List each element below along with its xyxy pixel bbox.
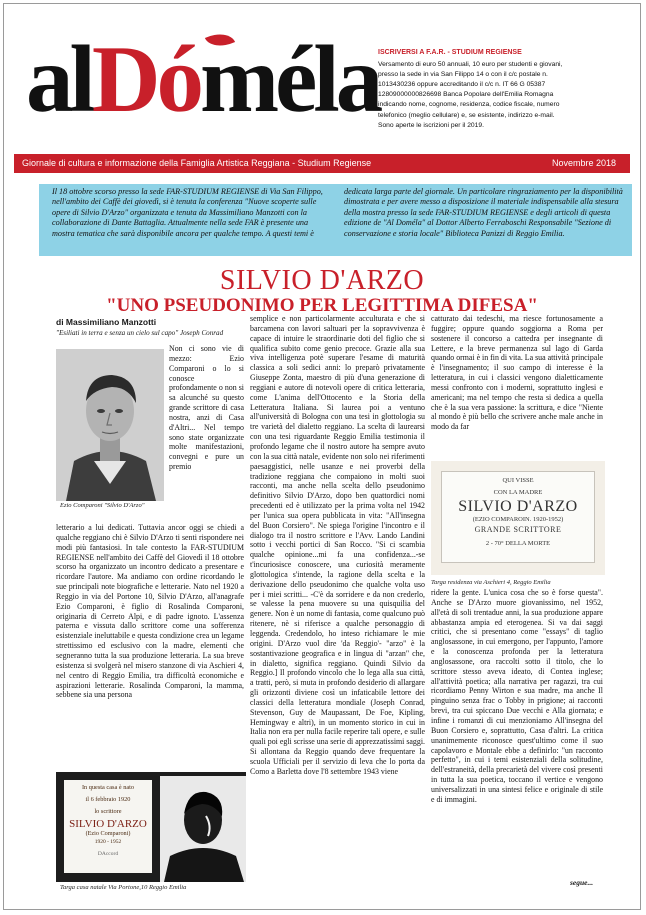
subscription-line: presso la sede in via San Filippo 14 o con il c/c postale n. bbox=[378, 71, 548, 79]
logo-d: D bbox=[91, 26, 157, 132]
plaque-caption: Targa residenza via Aschieri 4, Reggio Emilia bbox=[431, 579, 551, 586]
subscription-line: 1013430236 oppure accreditando il c/c n. IT 66 G 05387 bbox=[378, 81, 546, 89]
byline: di Massimiliano Manzotti bbox=[56, 317, 157, 327]
plate-line: In questa casa è nato bbox=[81, 784, 135, 791]
subscription-line: indicando nome, cognome, residenza, codice fiscale, numero bbox=[378, 101, 560, 109]
article-column-1-top: Non ci sono vie di mezzo: Ezio Comparoni o lo si conosce profondamente o non si sa alcunché su questo grande scrittore di casa nostra, anzi di Casa d'Altri... Nel tempo sono state organizzate molte manifestazioni, convegni e pure un premio bbox=[169, 344, 244, 472]
article-title: SILVIO D'ARZO bbox=[219, 265, 425, 296]
plaque-footer: 2 - 70° DELLA MORTE bbox=[485, 540, 551, 547]
plate-real-name: (Ezio Comparoni) bbox=[85, 830, 131, 837]
plate-name: SILVIO D'ARZO bbox=[69, 818, 147, 830]
birthplace-plate bbox=[64, 780, 152, 873]
plaque-line: QUI VISSE bbox=[502, 477, 534, 484]
logo-al: al bbox=[26, 26, 92, 132]
logo-o: ó bbox=[156, 26, 201, 132]
intro-box: Il 18 ottobre scorso presso la sede FAR-STUDIUM REGIENSE di Via San Filippo, nell'ambito dei Caffè dei giovedì, si è tenuta la conferenza "Nuove scoperte sulle opere di Silvio D'Arzo" organizzata e tenuta da Massimiliano Manzotti con la collaborazione di Dante Battaglia. Attualmente nella sede FAR è presente una mostra tematica che sarà disponibile ancora per qualche tempo. A questi temi è dedicata larga parte del giornale. Un particolare ringraziamento per la disponibilità dimostrata e per avere messo a disposizione il materiale indispensabile alla stesura della mostra presso la sede FAR-STUDIUM REGIENSE e degli articoli di questa edizione de "Al Doméla" al Dottor Alberto Ferraboschi Responsabile "Sezione di conservazione e storia locale" Biblioteca Panizzi di Reggio Emilia. bbox=[39, 184, 632, 256]
plate-years: 1920 - 1952 bbox=[94, 839, 122, 845]
article-column-3-bottom: ridere la gente. L'unica cosa che so è forse questa". Anche se D'Arzo muore giovanissimo, nel 1952, all'età di soli trentadue anni, la sua produzione appare abbastanza ampia ed eterogenea. Si va dai saggi critici, che si presentano come "essays" di taglio anglosassone, in cui emergono, per l'appunto, l'amore e la conoscenza profonda per la letteratura anglosassone, ora raccolti sotto il titolo, che lo scrittore stesso aveva ideato, di Contea inglese; all'attività poetica; alla narrativa per ragazzi, tra cui ricordiamo Penny Wirton e sua madre, ma anche Il pinguino senza frac o Tobby in prigione; ai racconti brevi, tra cui spiccano Due vecchi e Alla giornata; e infine i romanzi di cui menzioniamo All'insegna del Buon Corsiero e, soprattutto, Casa d'altri. La critica unanimemente riconosce quest'ultimo come il suo capolavoro e Montale ebbe a definirlo: "un racconto perfetto", in cui i temi esistenziali della solitudine, dell'estraneità, della precarietà del vivere così presenti in tutta la sua poetica, toccano il vertice e vengono universalizzati in una sintesi felice e originale di stile e di immagini. bbox=[431, 588, 603, 804]
plate-line: il 6 febbraio 1920 bbox=[85, 796, 131, 803]
portrait-illustration bbox=[56, 349, 164, 501]
silhouette-portrait bbox=[160, 776, 246, 882]
subscription-box bbox=[378, 48, 630, 131]
plaque-role: GRANDE SCRITTORE bbox=[474, 525, 562, 534]
plaque-name: SILVIO D'ARZO bbox=[458, 498, 578, 515]
plate-caption: Targa casa natale Via Portone,10 Reggio Emilia bbox=[60, 884, 187, 891]
logo-rest: méla bbox=[200, 26, 380, 132]
newspaper-page bbox=[3, 3, 641, 910]
portrait-caption: Ezio Comparoni "Silvio D'Arzo" bbox=[60, 502, 145, 509]
tagline: Giornale di cultura e informazione della Famiglia Artistica Reggiana - Studium Regiense bbox=[22, 158, 372, 168]
plaque-years: (EZIO COMPAROIN. 1920-1952) bbox=[472, 516, 564, 523]
residence-plaque bbox=[441, 471, 595, 563]
subscription-line: Versamento di euro 50 annuali, 10 euro per studenti e giovani, bbox=[378, 61, 563, 69]
tagline-bar bbox=[14, 154, 630, 173]
masthead bbox=[4, 4, 640, 152]
article-subtitle: "UNO PSEUDONIMO PER LEGITTIMA DIFESA" bbox=[106, 295, 538, 316]
logo bbox=[26, 26, 380, 132]
subscription-line: 12809000000826698 Banca Popolare dell'Emilia Romagna bbox=[378, 91, 554, 99]
plate-sponsor: DAccord bbox=[97, 851, 119, 857]
subscription-line: Sono aperte le iscrizioni per il 2019. bbox=[378, 121, 484, 129]
residence-plaque-photo bbox=[431, 461, 605, 575]
epigraph: "Esiliati in terra e senza un cielo sul capo" Joseph Conrad bbox=[56, 329, 224, 337]
article-column-3-top: catturato dai tedeschi, ma riesce fortunosamente a fuggire; oppure quando soggiorna a Roma per sostenere il concorso a cattedra per insegnante di Lettere, e la breve permanenza sul lago di Garda quando ormai è in fin di vita. La sua attività principale è l'insegnamento; il suo campo di interesse è la letteratura, in cui i classici vengono dialetticamente messi confronto con i moderni, soprattutto inglesi e americani; ma nel tempo che resta si dedica a quella che è la sua vera passione: la scrittura, e dice "Niente al mondo è più bello che scrivere anche male anche in modo da far bbox=[431, 314, 604, 432]
article-column-1-bottom: letterario a lui dedicati. Tuttavia ancor oggi se chiedi a qualche reggiano chi è Silvio D'Arzo ti senti rispondere nei modi più fantasiosi. In tale contesto la FAR-STUDIUM REGIENSE nell'ambito dei Caffè del Giovedì il 18 ottobre scorso ha organizzato un incontro dedicato a presentare e ricordare l'autore. Ma andiamo con ordine ricordando le sue principali note biografiche e letterarie. Nato nel 1920 a Reggio in via del Portone 10, Silvio D'Arzo, all'anagrafe Ezio Comparoni, è figlio di Rosalinda Comparoni, originaria di Cerreto Alpi, e di padre ignoto. L'assenza paterna e vissuta dallo scrittore come una sofferenza esistenziale ineluttabile e questa condizione crea un legame strettissimo ed esclusivo con la madre, elementi che segneranno tutta la sua produzione letteraria. La sua breve esistenza si svolgerà nel misero stanzone di via Aschieri 4, nel centro di Reggio Emilia, tra difficoltà economiche e aspirazioni letterarie. Rosalinda Comparoni, la mamma, sebbene sia una persona bbox=[56, 523, 244, 700]
subscription-title: ISCRIVERSI A F.A.R. - STUDIUM REGIENSE bbox=[378, 49, 522, 56]
plaque-line: CON LA MADRE bbox=[493, 489, 543, 496]
issue-date: Novembre 2018 bbox=[551, 158, 616, 168]
subscription-line: telefonico (meglio cellulare) e, se esistente, indirizzo e-mail. bbox=[378, 111, 555, 119]
plate-line: lo scrittore bbox=[94, 808, 122, 815]
portrait-photo bbox=[56, 349, 164, 501]
article-headline bbox=[4, 266, 640, 316]
continued-marker: segue... bbox=[570, 878, 594, 887]
article-column-2: semplice e non particolarmente acculturata e che si barcamena con lavori saltuari per la sopravvivenza è capace di intuire le straordinarie doti del figlio che si qualifica subito come genio precoce. Grazie alla sua viva intelligenza potè superare l'esame di maturità classica a soli sedici anni: lo preparò privatamente Giuseppe Zonta, maestro di più d'una generazione di reggiani e autore di notevoli opere di critica letteraria, come L'anima dell'Ottocento e la Storia della Letteratura Italiana. Si laurea poi a ventuno all'università di Bologna con una tesi in glottologia su tre varietà del dialetto reggiano. La scelta di laurearsi con una tesi riguardante Reggio Emilia testimonia il profondo legame che il nostro autore ha sempre avuto con la sua città natale, evidente non solo nei riferimenti paesaggistici, nelle usanze e nei proverbi della tradizione reggiana che compaiono in molti suoi racconti, ma anche nella scelta dello pseudonimo definitivo Silvio D'Arzo, dopo ben quattordici nomi precedenti ed è utilizzato per la prima volta nel 1942 per l'unica sua opera pubblicata in vita: "All'insegna del Buon Corsiero". Ne spiega l'origine l'incontro e il dialogo tra il nostro scrittore e l'Avv. Lando Landini sotto i vecchi portici di San Rocco. "Si ci scambia qualche opinione...mi fa una confidenza...-se t'incuriosisce conoscere, una curiosità meramente glottologica s'intende, la ragione della scelta e la derivazione dello pseudonimo che qualche volta uso per i miei scritti... -C'è da sorridere e da non crederlo, se valesse la pena muovere su una quisquilia del genere. Non è un nome di fantasia, come qualcuno può ritenere, nè si riferisce a qualche personaggio di leggenda. Credendolo, ho inteso richiamare le mie origini. D'Arzo vuol dire 'da Reggio'- "arzo" è la sostantivazione geografica e in lingua di "arzan" che, in dialetto, significa reggiano. Quindi Silvio da Reggio.] Il profondo vincolo che lo lega alla sua città, a tratti, però, si muta in profondo desiderio di allargare gli orizzonti diviene così un infaticabile lettore dei classici della letteratura mondiale (Joseph Conrad, Stevenson, Guy de Maupassant, De Foe, Kipling, Hemingway e altri), in un momento storico in cui in Italia non era per nulla facile reperire tali opere, e sulle quali poi egli scrisse una serie di apprezzatissimi saggi. Si allontana da Reggio quando deve frequentare la scuola Ufficiali per il servizio di leva che lo porta da Como a Barletta dove l'8 settembre 1943 viene bbox=[250, 314, 425, 776]
birthplace-plate-photo bbox=[56, 772, 246, 882]
